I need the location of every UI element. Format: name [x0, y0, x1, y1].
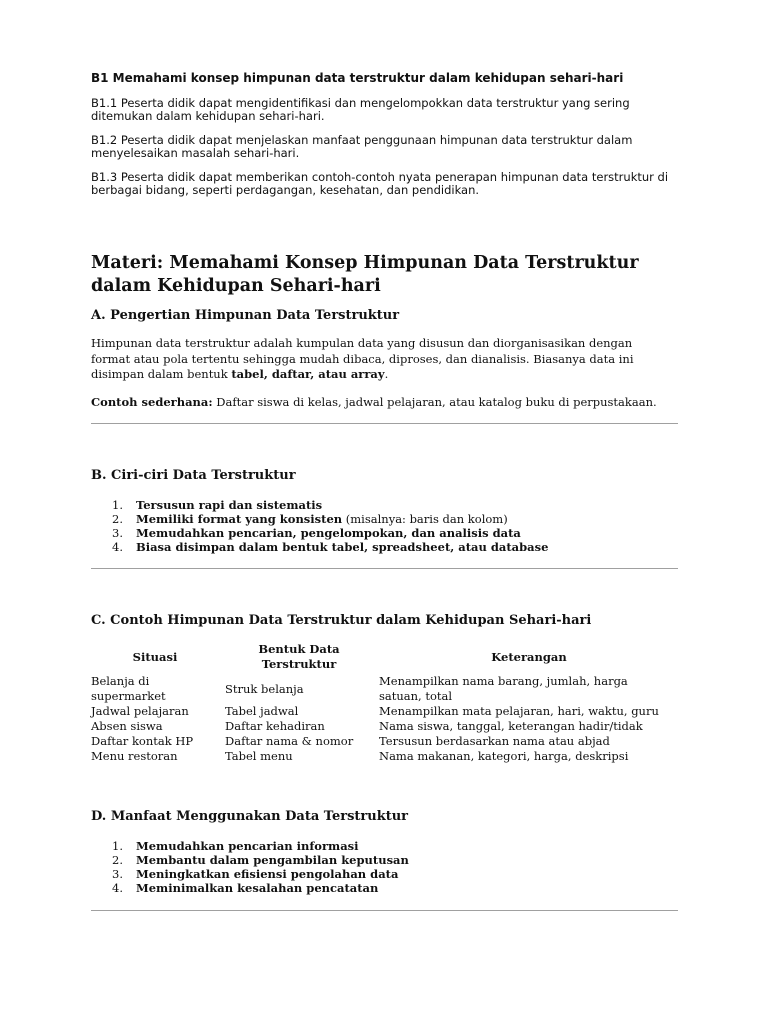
examples-table — [88, 640, 682, 764]
objective-heading: B1 Memahami konsep himpunan data terstruktur dalam kehidupan sehari-hari — [91, 71, 624, 85]
divider — [91, 568, 678, 569]
table-row — [88, 704, 682, 719]
table-cell: Tabel jadwal — [225, 704, 299, 718]
table-row — [88, 719, 682, 734]
table-cell: Struk belanja — [225, 681, 304, 696]
objective-item — [91, 97, 691, 122]
cell-line: Menampilkan nama barang, jumlah, harga — [379, 674, 628, 688]
objective-line: B1.3 Peserta didik dapat memberikan contoh-contoh nyata penerapan himpunan data terstruktur di — [91, 170, 669, 184]
table-cell: Tabel menu — [225, 749, 293, 763]
table-cell — [88, 674, 222, 704]
column-header: Keterangan — [491, 649, 567, 664]
section-c-heading: C. Contoh Himpunan Data Terstruktur dalam Kehidupan Sehari-hari — [91, 613, 592, 628]
list-item-bold: Tersusun rapi dan sistematis — [136, 498, 323, 512]
paragraph-line: format atau pola tertentu sehingga mudah dibaca, diproses, dan dianalisis. Biasanya data ini — [91, 351, 634, 366]
example-label: Contoh sederhana: — [91, 395, 213, 409]
objective-line: B1.2 Peserta didik dapat menjelaskan manfaat penggunaan himpunan data terstruktur dalam — [91, 133, 633, 147]
list-item — [91, 498, 548, 512]
paragraph-text: . — [384, 367, 389, 381]
materi-title-line: Materi: Memahami Konsep Himpunan Data Terstruktur — [91, 253, 639, 273]
objective-line: B1.1 Peserta didik dapat mengidentifikasi dan mengelompokkan data terstruktur yang sering — [91, 96, 630, 110]
objective-item — [91, 171, 691, 196]
objective-line: ditemukan dalam kehidupan sehari-hari. — [91, 108, 325, 123]
paragraph-line — [91, 367, 691, 383]
table-cell: Nama makanan, kategori, harga, deskripsi — [379, 749, 629, 763]
section-d-list — [91, 839, 409, 895]
table-cell: Tersusun berdasarkan nama atau abjad — [379, 734, 610, 748]
section-a-heading: A. Pengertian Himpunan Data Terstruktur — [91, 308, 400, 323]
list-item-bold: Biasa disimpan dalam bentuk tabel, spreadsheet, atau database — [136, 540, 549, 554]
table-cell: Menu restoran — [91, 749, 178, 763]
list-item-bold: Memudahkan pencarian informasi — [136, 839, 359, 853]
table-cell: Nama siswa, tanggal, keterangan hadir/tidak — [379, 719, 643, 733]
section-b-list — [91, 498, 548, 554]
column-header: Situasi — [132, 649, 178, 664]
section-a-example — [91, 395, 691, 411]
cell-line: supermarket — [91, 689, 166, 703]
list-item — [91, 867, 409, 881]
list-item — [91, 853, 409, 867]
list-item — [91, 839, 409, 853]
table-cell: Daftar kehadiran — [225, 719, 325, 733]
table-header-row — [88, 640, 682, 674]
materi-title-line: dalam Kehidupan Sehari-hari — [91, 276, 381, 296]
list-number: 3. — [112, 526, 123, 540]
column-header-line: Terstruktur — [261, 657, 337, 671]
cell-line: satuan, total — [379, 689, 453, 703]
list-number: 4. — [112, 881, 123, 895]
list-number: 4. — [112, 540, 123, 554]
list-item-bold: Memudahkan pencarian, pengelompokan, dan analisis data — [136, 526, 521, 540]
divider — [91, 423, 678, 424]
table-cell: Absen siswa — [91, 719, 163, 733]
example-text: Daftar siswa di kelas, jadwal pelajaran, atau katalog buku di perpustakaan. — [212, 395, 657, 409]
list-item — [91, 881, 409, 895]
list-item-bold: Meminimalkan kesalahan pencatatan — [136, 881, 379, 895]
paragraph-line: Himpunan data terstruktur adalah kumpulan data yang disusun dan diorganisasikan dengan — [91, 336, 633, 350]
table-cell — [376, 674, 682, 704]
list-item-rest: (misalnya: baris dan kolom) — [342, 512, 508, 526]
cell-line: Belanja di — [91, 674, 150, 688]
objective-line: menyelesaikan masalah sehari-hari. — [91, 145, 300, 160]
table-cell: Daftar kontak HP — [91, 734, 194, 748]
list-number: 2. — [112, 853, 123, 867]
paragraph-text: disimpan dalam bentuk — [91, 367, 232, 381]
column-header — [222, 640, 376, 674]
table-row — [88, 734, 682, 749]
list-item — [91, 540, 548, 554]
table-cell: Jadwal pelajaran — [91, 704, 189, 718]
list-item-bold: Memiliki format yang konsisten — [136, 512, 343, 526]
table-row — [88, 749, 682, 764]
paragraph-emphasis: tabel, daftar, atau array — [231, 367, 385, 381]
table-cell: Menampilkan mata pelajaran, hari, waktu, guru — [379, 704, 659, 718]
list-number: 2. — [112, 512, 123, 526]
list-number: 1. — [112, 498, 123, 512]
materi-title — [91, 252, 711, 298]
list-number: 1. — [112, 839, 123, 853]
section-b-heading: B. Ciri-ciri Data Terstruktur — [91, 468, 296, 483]
list-number: 3. — [112, 867, 123, 881]
section-d-heading: D. Manfaat Menggunakan Data Terstruktur — [91, 809, 409, 824]
list-item-bold: Membantu dalam pengambilan keputusan — [136, 853, 409, 867]
list-item — [91, 512, 548, 526]
objective-line: berbagai bidang, seperti perdagangan, kesehatan, dan pendidikan. — [91, 182, 480, 197]
objective-item — [91, 134, 691, 159]
section-a-paragraph — [91, 336, 691, 383]
list-item-bold: Meningkatkan efisiensi pengolahan data — [136, 867, 399, 881]
divider — [91, 910, 678, 911]
table-row — [88, 674, 682, 704]
list-item — [91, 526, 548, 540]
column-header-line: Bentuk Data — [258, 642, 340, 656]
table-cell: Daftar nama & nomor — [225, 734, 354, 748]
